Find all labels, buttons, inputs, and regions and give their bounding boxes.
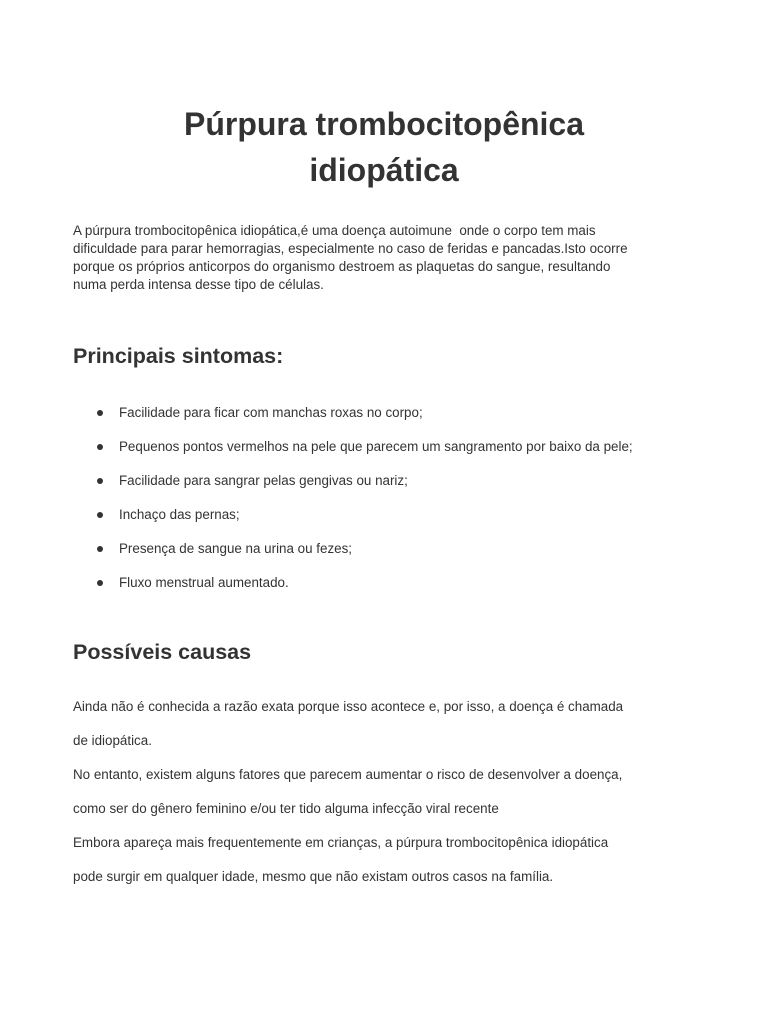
document-title <box>0 101 768 193</box>
bullet-icon <box>97 410 103 416</box>
intro-line-3: porque os próprios anticorpos do organismo destroem as plaquetas do sangue, resultando <box>73 259 611 274</box>
causas-line: pode surgir em qualquer idade, mesmo que não existam outros casos na família. <box>73 869 554 884</box>
list-item <box>73 471 733 505</box>
list-item <box>73 573 733 607</box>
intro-line-1: A púrpura trombocitopênica idiopática,é uma doença autoimune onde o corpo tem mais <box>73 223 596 238</box>
list-item-text: Facilidade para sangrar pelas gengivas ou nariz; <box>119 473 408 488</box>
bullet-icon <box>97 546 103 552</box>
list-item-text: Facilidade para ficar com manchas roxas no corpo; <box>119 405 423 420</box>
list-item <box>73 437 733 471</box>
causas-heading: Possíveis causas <box>73 640 252 664</box>
causas-line: No entanto, existem alguns fatores que parecem aumentar o risco de desenvolver a doença, <box>73 767 623 782</box>
list-item <box>73 403 733 437</box>
intro-line-4: numa perda intensa desse tipo de células. <box>73 277 324 292</box>
causas-line: como ser do gênero feminino e/ou ter tido alguma infecção viral recente <box>73 801 499 816</box>
list-item-text: Pequenos pontos vermelhos na pele que parecem um sangramento por baixo da pele; <box>119 439 633 454</box>
causas-line: Ainda não é conhecida a razão exata porque isso acontece e, por isso, a doença é chamada <box>73 699 624 714</box>
causas-body <box>73 690 693 894</box>
sintomas-list <box>73 403 733 607</box>
bullet-icon <box>97 478 103 484</box>
causas-line: de idiopática. <box>73 733 152 748</box>
list-item-text: Presença de sangue na urina ou fezes; <box>119 541 353 556</box>
bullet-icon <box>97 444 103 450</box>
causas-line: Embora apareça mais frequentemente em crianças, a púrpura trombocitopênica idiopática <box>73 835 609 850</box>
intro-line-2: dificuldade para parar hemorragias, especialmente no caso de feridas e pancadas.Isto ocorre <box>73 241 628 256</box>
sintomas-heading: Principais sintomas: <box>73 344 284 368</box>
bullet-icon <box>97 512 103 518</box>
list-item-text: Fluxo menstrual aumentado. <box>119 575 289 590</box>
list-item <box>73 505 733 539</box>
title-line-2: idiopática <box>309 152 459 188</box>
intro-paragraph <box>73 222 683 294</box>
bullet-icon <box>97 580 103 586</box>
list-item-text: Inchaço das pernas; <box>119 507 240 522</box>
list-item <box>73 539 733 573</box>
title-line-1: Púrpura trombocitopênica <box>183 106 585 142</box>
